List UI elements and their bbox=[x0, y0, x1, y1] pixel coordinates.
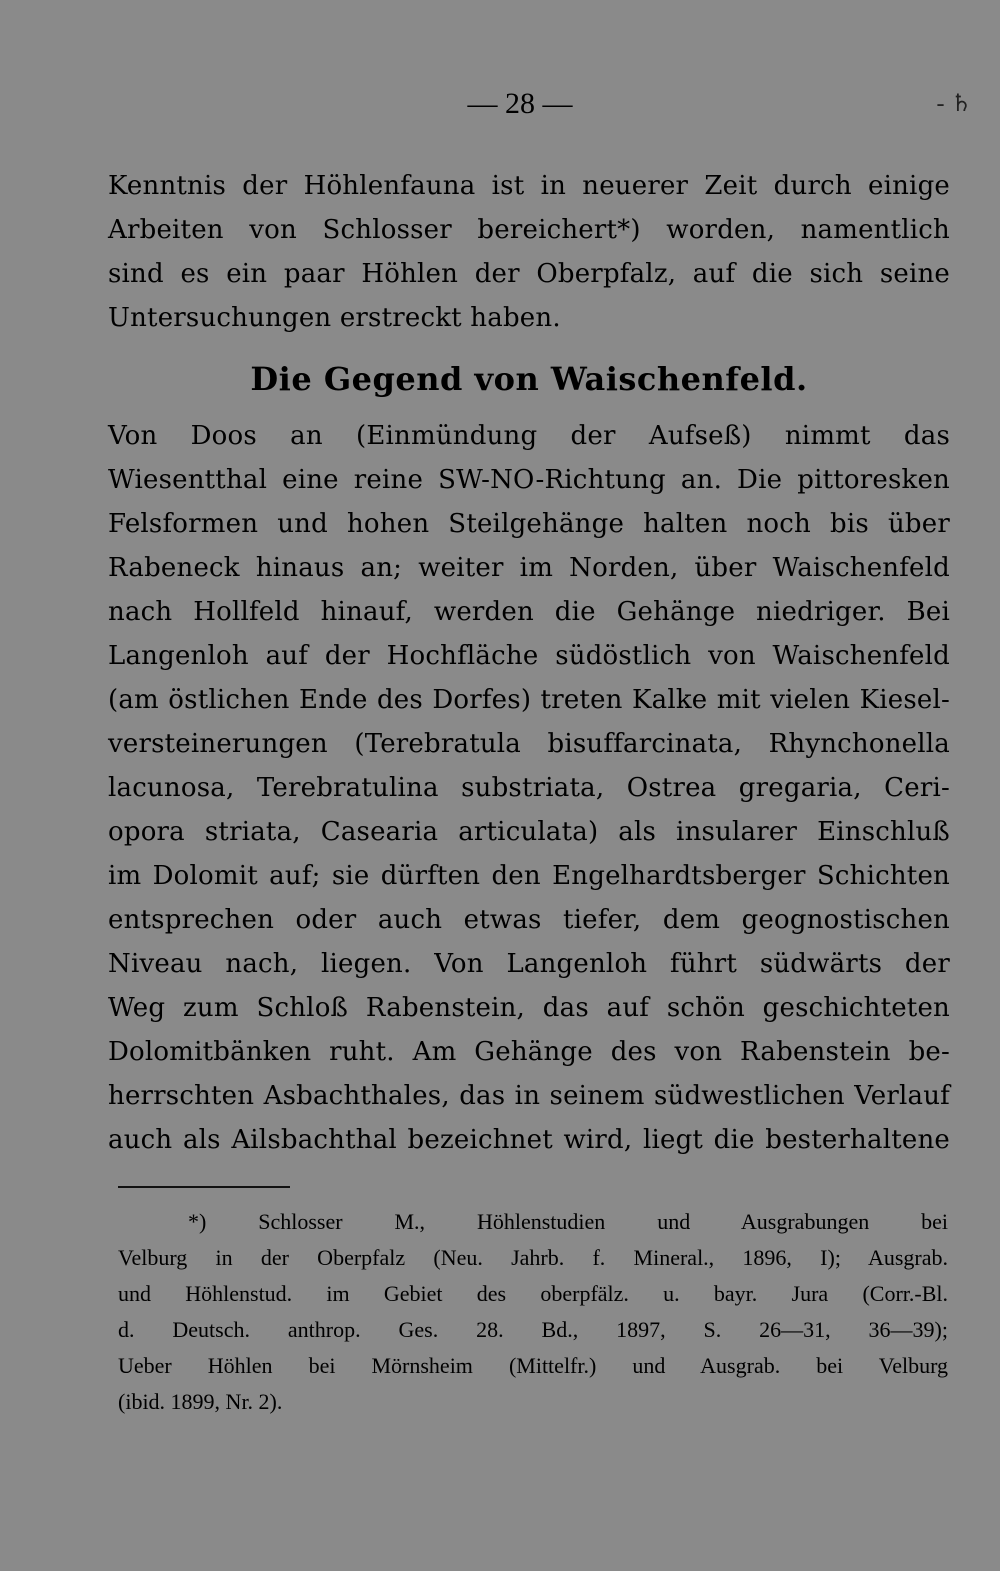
text-line: versteinerungen (Terebratula bisuffarcinata, Rhynchonella bbox=[108, 729, 950, 759]
text-line: nach Hollfeld hinauf, werden die Gehänge niedriger. Bei bbox=[108, 597, 950, 627]
text-line: Rabeneck hinaus an; weiter im Norden, über Waischenfeld bbox=[108, 553, 950, 583]
text-line: Kenntnis der Höhlenfauna ist in neuerer Zeit durch einige bbox=[108, 171, 950, 201]
paragraph-2 bbox=[108, 414, 950, 1162]
footnote-line: Ueber Höhlen bei Mörnsheim (Mittelfr.) und Ausgrab. bei Velburg bbox=[118, 1353, 948, 1378]
text-line: auch als Ailsbachthal bezeichnet wird, liegt die besterhaltene bbox=[108, 1125, 950, 1155]
text-line: Dolomitbänken ruht. Am Gehänge des von Rabenstein be- bbox=[108, 1037, 950, 1067]
text-line: lacunosa, Terebratulina substriata, Ostrea gregaria, Ceri- bbox=[108, 773, 950, 803]
body-text bbox=[108, 164, 950, 1162]
text-line: Wiesentthal eine reine SW-NO-Richtung an. Die pittoresken bbox=[108, 465, 950, 495]
text-line: Arbeiten von Schlosser bereichert*) worden, namentlich bbox=[108, 215, 950, 245]
text-line: Von Doos an (Einmündung der Aufseß) nimmt das bbox=[108, 421, 950, 451]
text-line: Niveau nach, liegen. Von Langenloh führt südwärts der bbox=[108, 949, 950, 979]
footnote bbox=[118, 1204, 948, 1420]
footnote-line: d. Deutsch. anthrop. Ges. 28. Bd., 1897, S. 26—31, 36—39); bbox=[118, 1317, 948, 1342]
text-line: Untersuchungen erstreckt haben. bbox=[108, 303, 561, 333]
page-number: — 28 — bbox=[467, 87, 573, 120]
footnote-line: *) Schlosser M., Höhlenstudien und Ausgrabungen bei bbox=[188, 1209, 948, 1234]
text-line: im Dolomit auf; sie dürften den Engelhardtsberger Schichten bbox=[108, 861, 950, 891]
paragraph-1 bbox=[108, 164, 950, 340]
text-line: Langenloh auf der Hochfläche südöstlich von Waischenfeld bbox=[108, 641, 950, 671]
text-line: opora striata, Casearia articulata) als insularer Einschluß bbox=[108, 817, 950, 847]
text-line: Weg zum Schloß Rabenstein, das auf schön geschichteten bbox=[108, 993, 950, 1023]
text-line: (am östlichen Ende des Dorfes) treten Kalke mit vielen Kiesel- bbox=[108, 685, 950, 715]
page-header bbox=[0, 84, 1000, 128]
footnote-line: (ibid. 1899, Nr. 2). bbox=[118, 1389, 283, 1414]
section-heading: Die Gegend von Waischenfeld. bbox=[250, 360, 808, 398]
text-line: sind es ein paar Höhlen der Oberpfalz, auf die sich seine bbox=[108, 259, 950, 289]
footnote-divider bbox=[118, 1186, 290, 1188]
footnote-line: Velburg in der Oberpfalz (Neu. Jahrb. f. Mineral., 1896, I); Ausgrab. bbox=[118, 1245, 948, 1270]
text-line: entsprechen oder auch etwas tiefer, dem geognostischen bbox=[108, 905, 950, 935]
text-line: Felsformen und hohen Steilgehänge halten noch bis über bbox=[108, 509, 950, 539]
text-line: herrschten Asbachthales, das in seinem südwestlichen Verlauf bbox=[108, 1081, 950, 1111]
corner-mark: - ♄ bbox=[936, 91, 972, 117]
footnote-line: und Höhlenstud. im Gebiet des oberpfälz. u. bayr. Jura (Corr.-Bl. bbox=[118, 1281, 948, 1306]
